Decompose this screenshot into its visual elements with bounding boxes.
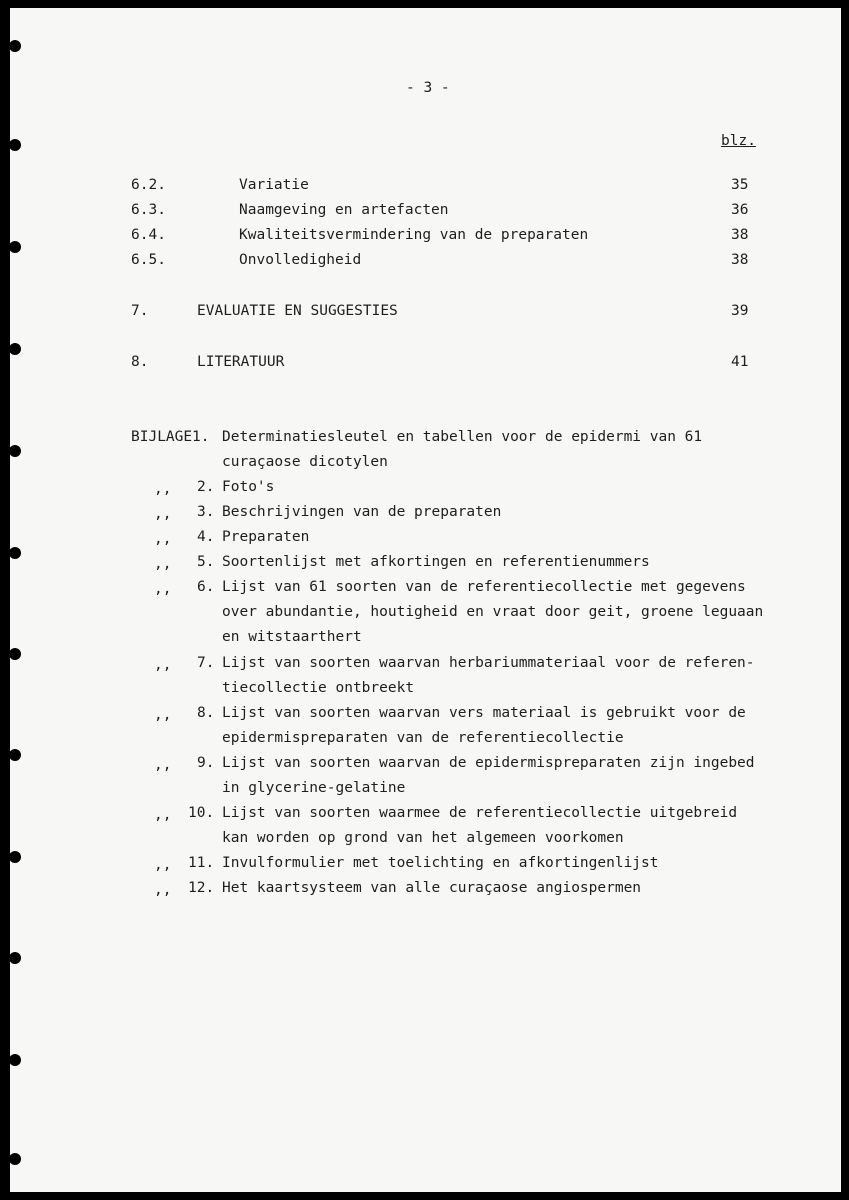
appendix-number: 12. — [188, 880, 215, 896]
punch-hole — [9, 547, 21, 559]
toc-title: LITERATUUR — [197, 354, 285, 370]
page-number: - 3 - — [406, 80, 450, 96]
appendix-number: 4. — [197, 529, 215, 545]
appendix-text-line: Invulformulier met toelichting en afkortingenlijst — [222, 855, 659, 871]
toc-number: 6.4. — [131, 227, 166, 243]
ditto-mark: ,, — [154, 757, 172, 773]
punch-hole — [9, 445, 21, 457]
punch-hole — [9, 343, 21, 355]
appendix-text-line: over abundantie, houtigheid en vraat door geit, groene leguaan — [222, 604, 764, 620]
toc-page: 41 — [731, 354, 749, 370]
ditto-mark: ,, — [154, 857, 172, 873]
appendix-text-line: Foto's — [222, 479, 275, 495]
appendix-text-line: in glycerine-gelatine — [222, 780, 406, 796]
appendix-text-line: Lijst van soorten waarvan vers materiaal is gebruikt voor de — [222, 705, 746, 721]
toc-title: Kwaliteitsvermindering van de preparaten — [239, 227, 589, 243]
ditto-mark: ,, — [154, 481, 172, 497]
appendix-number: 8. — [197, 705, 215, 721]
toc-number: 6.2. — [131, 177, 166, 193]
appendix-number: 3. — [197, 504, 215, 520]
toc-number: 6.3. — [131, 202, 166, 218]
appendix-text-line: tiecollectie ontbreekt — [222, 680, 415, 696]
ditto-mark: ,, — [154, 807, 172, 823]
appendix-text-line: Beschrijvingen van de preparaten — [222, 504, 502, 520]
ditto-mark: ,, — [154, 556, 172, 572]
appendix-text-line: curaçaose dicotylen — [222, 454, 388, 470]
toc-page: 38 — [731, 227, 749, 243]
appendix-label: BIJLAGE — [131, 429, 193, 445]
appendix-number: 7. — [197, 655, 215, 671]
appendix-text-line: Soortenlijst met afkortingen en referentienummers — [222, 554, 650, 570]
appendix-number: 5. — [197, 554, 215, 570]
appendix-text-line: Lijst van 61 soorten van de referentiecollectie met gegevens — [222, 579, 746, 595]
appendix-text-line: Preparaten — [222, 529, 310, 545]
toc-page: 35 — [731, 177, 749, 193]
appendix-text-line: Lijst van soorten waarvan herbariummateriaal voor de referen- — [222, 655, 755, 671]
toc-number: 6.5. — [131, 252, 166, 268]
toc-page: 38 — [731, 252, 749, 268]
appendix-text-line: kan worden op grond van het algemeen voorkomen — [222, 830, 624, 846]
ditto-mark: ,, — [154, 531, 172, 547]
ditto-mark: ,, — [154, 581, 172, 597]
appendix-text-line: Determinatiesleutel en tabellen voor de epidermi van 61 — [222, 429, 703, 445]
appendix-number: 11. — [188, 855, 215, 871]
ditto-mark: ,, — [154, 707, 172, 723]
appendix-text-line: Lijst van soorten waarvan de epidermispreparaten zijn ingebed — [222, 755, 755, 771]
ditto-mark: ,, — [154, 657, 172, 673]
toc-title: EVALUATIE EN SUGGESTIES — [197, 303, 398, 319]
punch-hole — [9, 749, 21, 761]
punch-hole — [9, 648, 21, 660]
appendix-text-line: epidermispreparaten van de referentiecollectie — [222, 730, 624, 746]
ditto-mark: ,, — [154, 882, 172, 898]
document-page — [10, 8, 841, 1192]
appendix-text-line: Het kaartsysteem van alle curaçaose angiospermen — [222, 880, 642, 896]
page-column-header: blz. — [721, 133, 756, 149]
toc-number: 8. — [131, 354, 149, 370]
punch-hole — [9, 139, 21, 151]
toc-number: 7. — [131, 303, 149, 319]
appendix-text-line: Lijst van soorten waarmee de referentiecollectie uitgebreid — [222, 805, 738, 821]
toc-page: 36 — [731, 202, 749, 218]
appendix-number: 9. — [197, 755, 215, 771]
appendix-number: 2. — [197, 479, 215, 495]
toc-page: 39 — [731, 303, 749, 319]
punch-hole — [9, 952, 21, 964]
toc-title: Naamgeving en artefacten — [239, 202, 449, 218]
punch-hole — [9, 1153, 21, 1165]
toc-title: Variatie — [239, 177, 309, 193]
toc-title: Onvolledigheid — [239, 252, 362, 268]
ditto-mark: ,, — [154, 506, 172, 522]
appendix-number: 6. — [197, 579, 215, 595]
punch-hole — [9, 241, 21, 253]
appendix-number: 1. — [192, 429, 210, 445]
punch-hole — [9, 851, 21, 863]
appendix-number: 10. — [188, 805, 215, 821]
punch-hole — [9, 40, 21, 52]
appendix-text-line: en witstaarthert — [222, 629, 362, 645]
punch-hole — [9, 1054, 21, 1066]
